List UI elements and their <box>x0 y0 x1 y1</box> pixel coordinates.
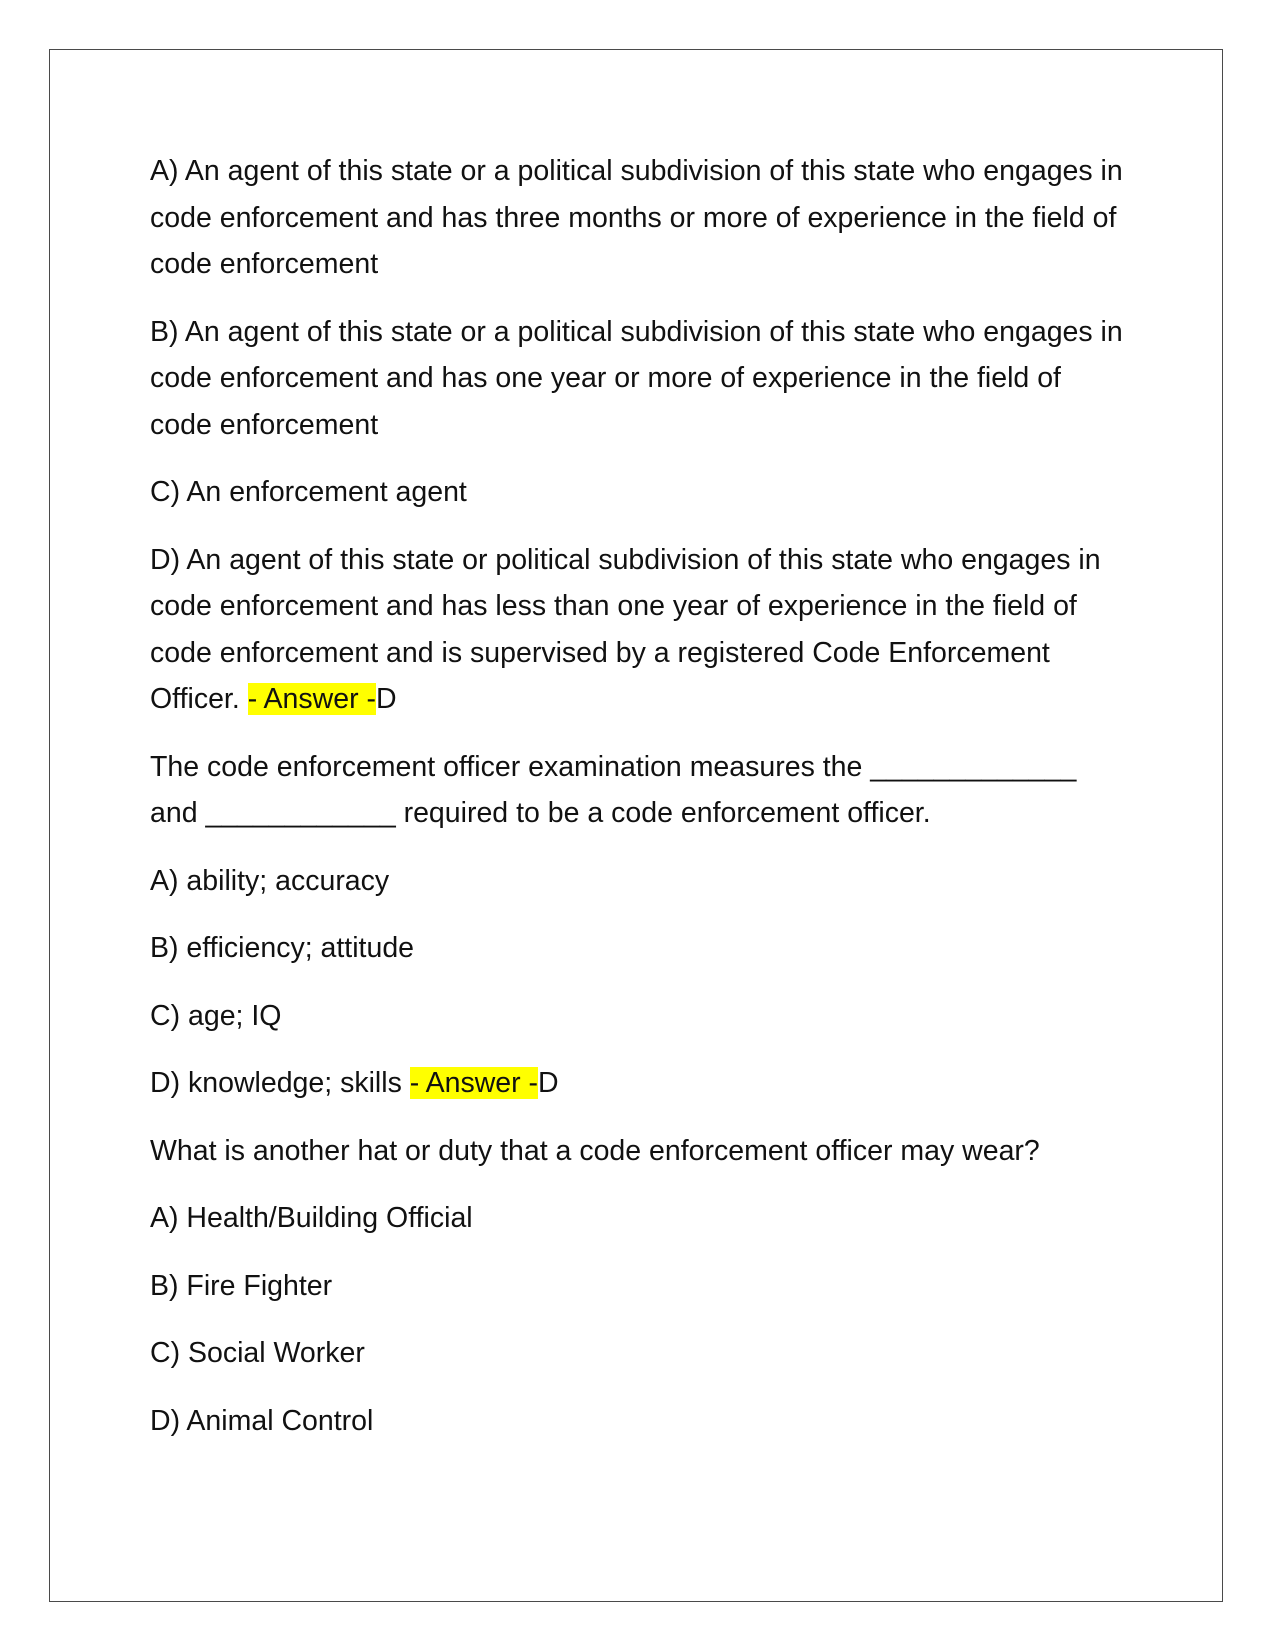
q1-option-d <box>150 537 1125 723</box>
q2-option-d <box>150 1060 1125 1107</box>
q3-option-d: D) Animal Control <box>150 1404 374 1437</box>
q1-option-d-text: D) An agent of this state or political subdivision of this state who engages in code enforcement and has less than one year of experience in the field of code enforcement and is supervised by a registered Code Enforcement Officer. <box>150 543 1101 715</box>
q1-option-c: C) An enforcement agent <box>150 476 467 508</box>
q1-answer: D <box>375 683 397 715</box>
q2-question: The code enforcement officer examination measures the _____________ and ____________ required to be a code enforcement officer. <box>150 750 1077 829</box>
q3-option-a: A) Health/Building Official <box>150 1202 473 1234</box>
q1-option-b: B) An agent of this state or a political subdivision of this state who engages in code enforcement and has one year or more of experience in the field of code enforcement <box>150 315 1123 441</box>
q2-answer: D <box>538 1067 559 1099</box>
q2-option-b: B) efficiency; attitude <box>150 932 415 964</box>
page-content <box>150 148 1125 1465</box>
q3-option-b: B) Fire Fighter <box>150 1269 333 1302</box>
q2-option-a: A) ability; accuracy <box>150 864 390 897</box>
q3-question: What is another hat or duty that a code enforcement officer may wear? <box>150 1134 1040 1167</box>
q2-option-c: C) age; IQ <box>150 999 282 1032</box>
q2-option-d-text: D) knowledge; skills <box>150 1067 410 1099</box>
q2-answer-marker: - Answer - <box>409 1067 539 1099</box>
q1-option-a: A) An agent of this state or a political subdivision of this state who engages in code enforcement and has three months or more of experience in the field of code enforcement <box>150 155 1123 280</box>
q1-answer-marker: - Answer - <box>247 683 376 715</box>
q3-option-c: C) Social Worker <box>150 1337 365 1369</box>
